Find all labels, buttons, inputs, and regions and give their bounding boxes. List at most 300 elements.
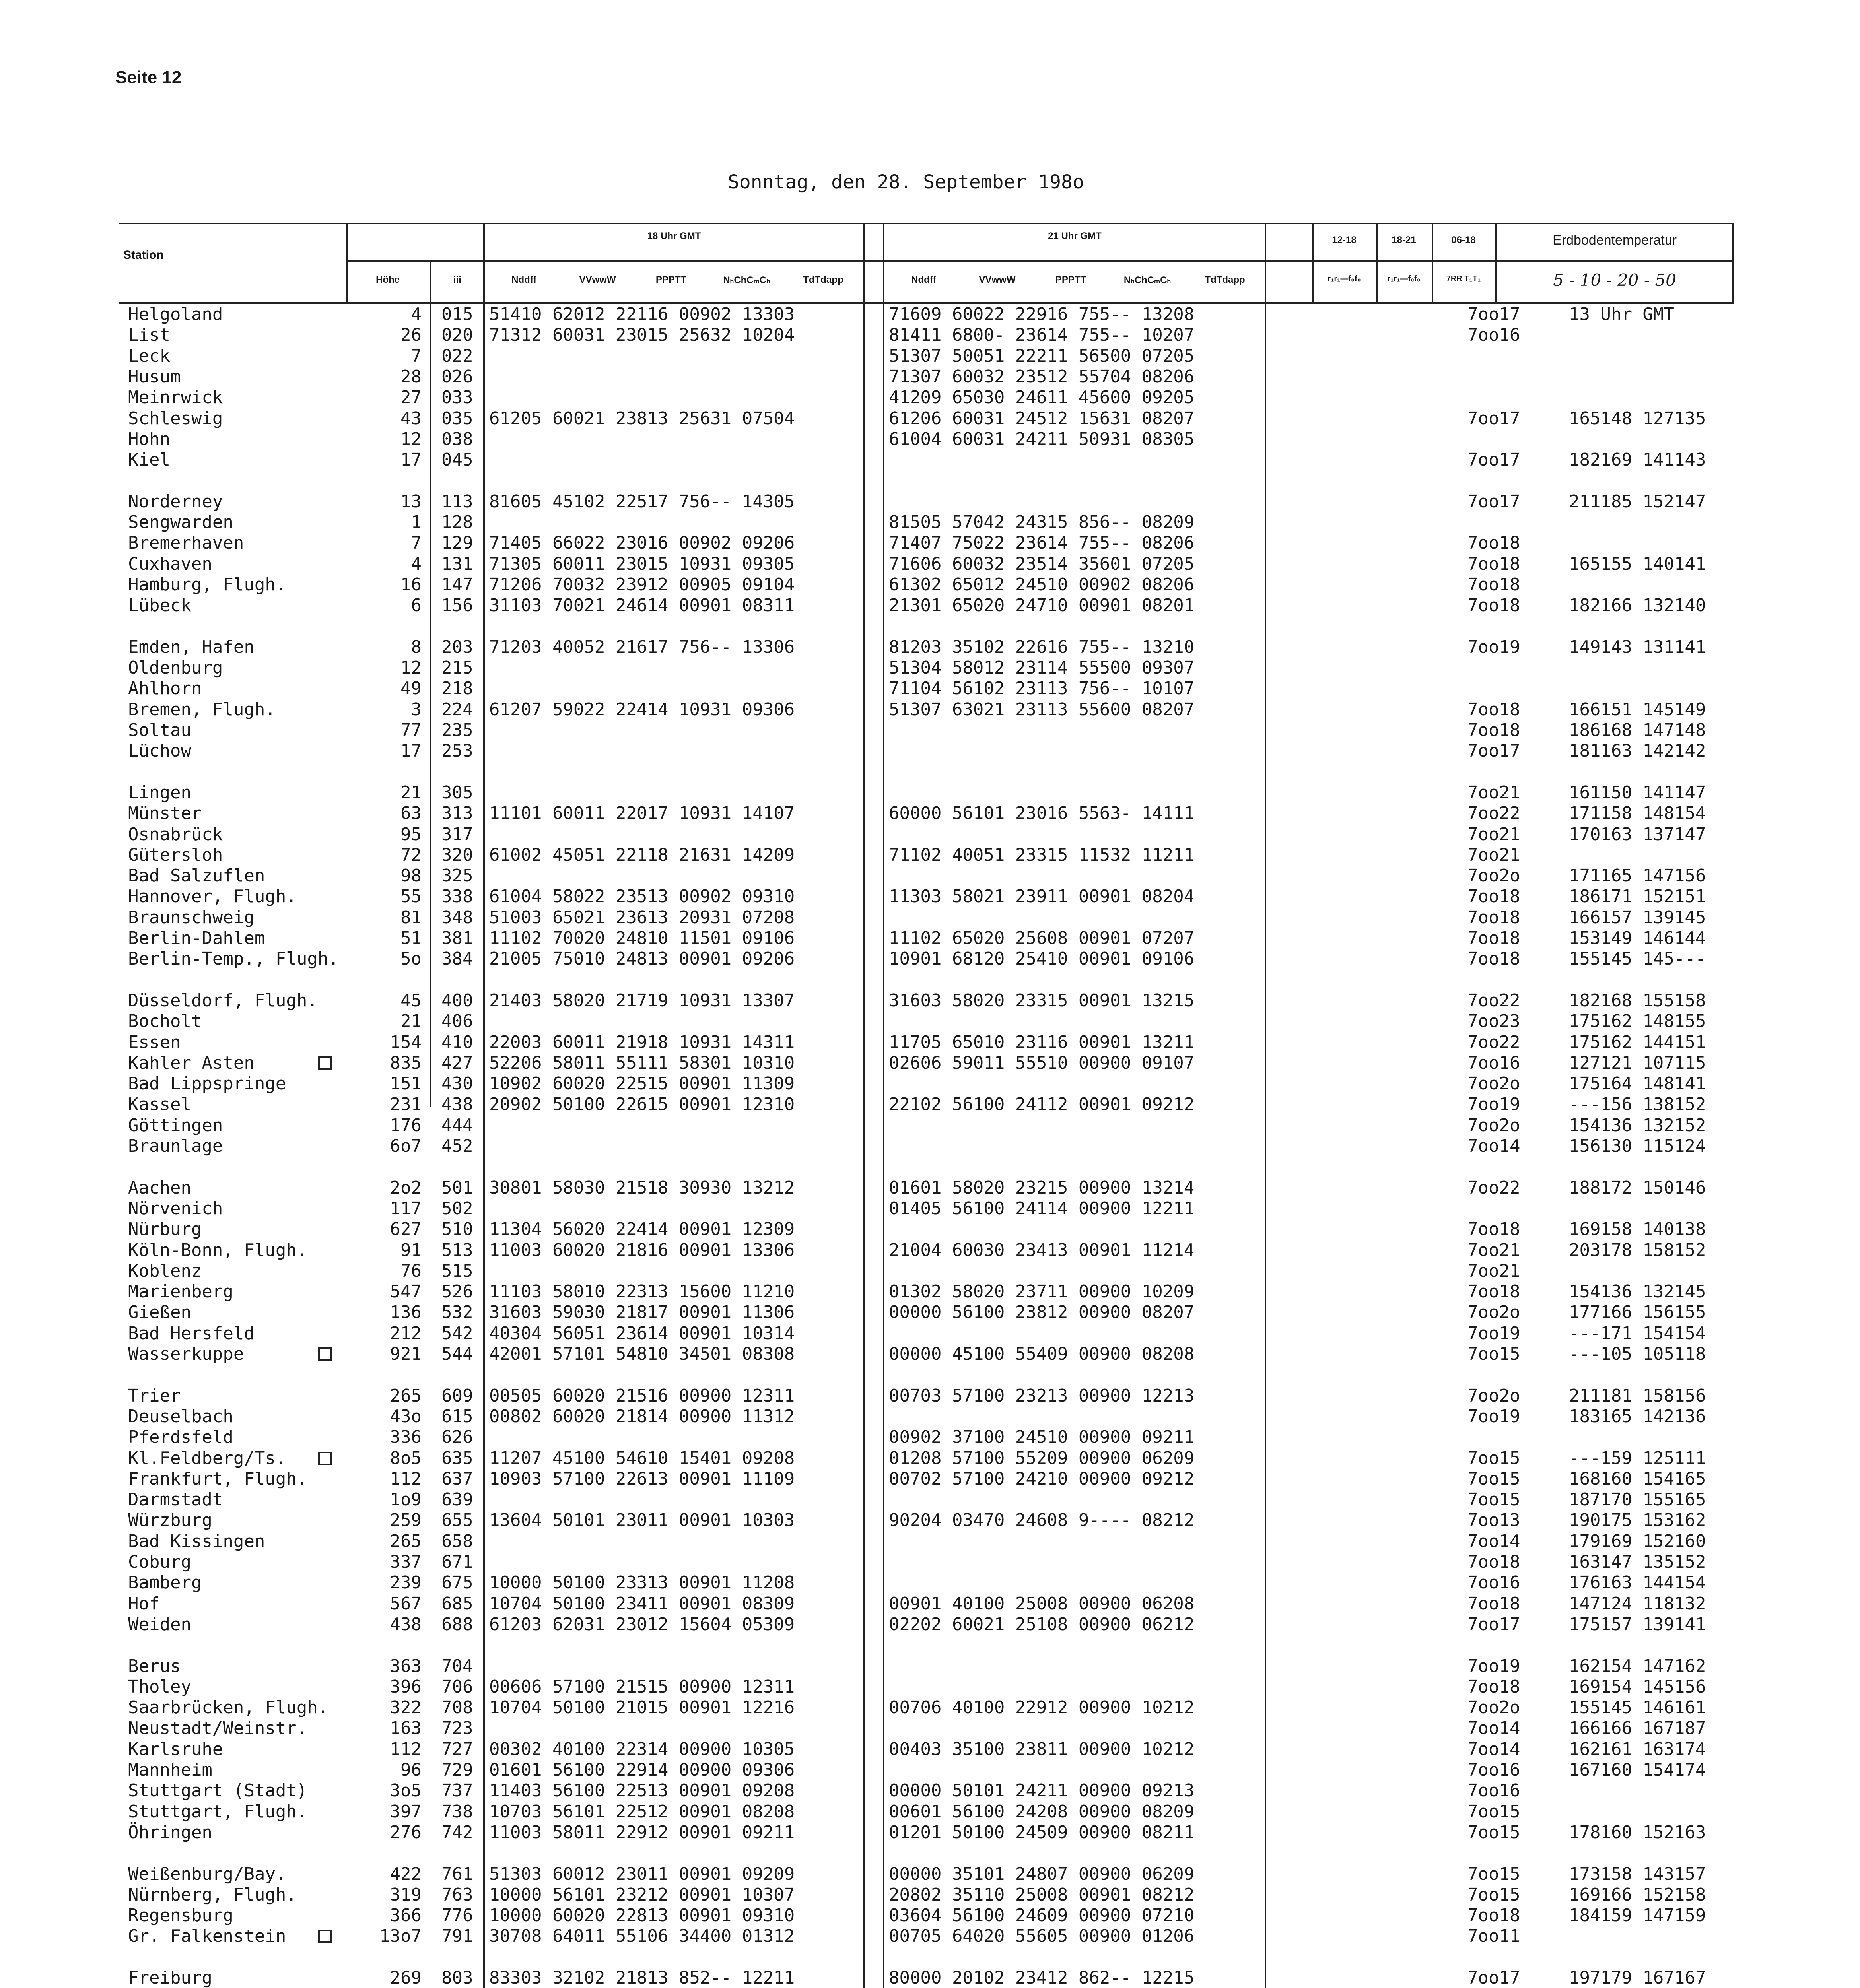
open-square-icon [318, 1452, 332, 1465]
table-row [0, 1885, 1860, 1905]
station-name: Regensburg [128, 1905, 233, 1926]
station-number: 704 [441, 1656, 473, 1676]
station-height: 5o [400, 949, 422, 969]
header-soil-depths: 5 - 10 - 20 - 50 [1553, 270, 1676, 290]
obs-06-18: 7oo14 [1467, 1718, 1520, 1739]
header-period-06-18: 06-18 [1451, 235, 1476, 245]
station-height: 63 [400, 803, 422, 824]
obs-21-gmt: 31603 58020 23315 00901 13215 [889, 990, 1195, 1011]
table-row [0, 1697, 1860, 1718]
station-number: 723 [441, 1718, 473, 1739]
station-number: 515 [441, 1260, 473, 1281]
obs-06-18: 7oo15 [1467, 1448, 1520, 1468]
table-row [0, 450, 1860, 470]
table-row [0, 1864, 1860, 1885]
obs-21-gmt: 01208 57100 55209 00900 06209 [889, 1448, 1195, 1468]
table-row [0, 1323, 1860, 1344]
obs-18-gmt: 10000 56101 23212 00901 10307 [489, 1884, 795, 1905]
table-row [0, 1947, 1860, 1968]
obs-18-gmt: 61205 60021 23813 25631 07504 [489, 408, 795, 429]
station-height: 13o7 [379, 1926, 422, 1947]
table-row [0, 1344, 1860, 1365]
station-number: 015 [441, 304, 473, 324]
station-number: 131 [441, 553, 473, 574]
station-number: 706 [441, 1676, 473, 1697]
header-21-col: NₕChCₘCₕ [1123, 275, 1171, 285]
station-number: 438 [441, 1094, 473, 1115]
table-row [0, 1261, 1860, 1281]
obs-21-gmt: 01405 56100 24114 00900 12211 [889, 1198, 1195, 1219]
table-row [0, 1032, 1860, 1053]
obs-06-18: 7oo16 [1467, 1573, 1520, 1593]
soil-temperature: 153149 146144 [1569, 928, 1706, 948]
obs-18-gmt: 11102 70020 24810 11501 09106 [489, 928, 795, 948]
obs-18-gmt: 83303 32102 21813 852-- 12211 [489, 1968, 795, 1988]
soil-temperature: 182169 141143 [1569, 450, 1706, 470]
station-height: 1 [411, 512, 422, 532]
table-row [0, 803, 1860, 824]
station-height: 112 [390, 1739, 422, 1759]
table-row [0, 554, 1860, 575]
obs-21-gmt: 71104 56102 23113 756-- 10107 [889, 678, 1195, 699]
station-height: 49 [400, 678, 422, 699]
table-row [0, 1115, 1860, 1136]
obs-06-18: 7oo18 [1467, 949, 1520, 969]
soil-temperature: 169166 152158 [1569, 1884, 1706, 1905]
obs-06-18: 7oo22 [1467, 990, 1520, 1011]
obs-06-18: 7oo21 [1467, 1260, 1520, 1281]
obs-06-18: 7oo21 [1467, 845, 1520, 865]
table-row [0, 346, 1860, 367]
obs-06-18: 7oo19 [1467, 637, 1520, 657]
station-name: Göttingen [128, 1115, 223, 1136]
obs-18-gmt: 20902 50100 22615 00901 12310 [489, 1094, 795, 1115]
soil-temperature: 149143 131141 [1569, 637, 1706, 657]
obs-06-18: 7oo2o [1467, 1074, 1520, 1094]
station-height: 8 [411, 637, 422, 657]
obs-06-18: 7oo19 [1467, 1406, 1520, 1427]
station-height: 259 [390, 1510, 422, 1531]
soil-temperature: 211181 158156 [1569, 1385, 1706, 1406]
station-name: Nörvenich [128, 1198, 223, 1219]
station-height: 136 [390, 1302, 422, 1323]
station-name: Neustadt/Weinstr. [128, 1718, 307, 1739]
header-21-col: VVwwW [979, 274, 1016, 285]
table-row [0, 470, 1860, 491]
station-name: Deuselbach [128, 1406, 233, 1427]
table-row [0, 575, 1860, 595]
station-number: 708 [441, 1697, 473, 1718]
station-height: 51 [400, 928, 422, 948]
obs-18-gmt: 00302 40100 22314 00900 10305 [489, 1739, 795, 1759]
station-number: 147 [441, 574, 473, 595]
table-row [0, 866, 1860, 886]
obs-06-18: 7oo17 [1467, 1968, 1520, 1988]
header-sub-18-21: r₁r₁—f₀f₀ [1387, 274, 1421, 283]
obs-21-gmt: 00601 56100 24208 00900 08209 [889, 1801, 1195, 1822]
obs-18-gmt: 61004 58022 23513 00902 09310 [489, 886, 795, 907]
station-height: 397 [390, 1801, 422, 1822]
obs-18-gmt: 21403 58020 21719 10931 13307 [489, 990, 795, 1011]
station-height: 265 [390, 1385, 422, 1406]
page-label: Seite 12 [115, 68, 182, 87]
station-height: 4 [411, 553, 422, 574]
station-number: 427 [441, 1052, 473, 1073]
obs-06-18: 7oo18 [1467, 574, 1520, 595]
obs-18-gmt: 13604 50101 23011 00901 10303 [489, 1510, 795, 1531]
obs-06-18: 7oo23 [1467, 1011, 1520, 1032]
station-name: Bad Salzuflen [128, 866, 265, 886]
station-number: 738 [441, 1801, 473, 1822]
soil-temperature: 175162 148155 [1569, 1011, 1706, 1032]
station-height: 6 [411, 595, 422, 616]
table-row [0, 408, 1860, 429]
table-row [0, 1427, 1860, 1448]
table-row [0, 1531, 1860, 1552]
obs-21-gmt: 90204 03470 24608 9---- 08212 [889, 1510, 1195, 1531]
obs-06-18: 7oo18 [1467, 1281, 1520, 1302]
station-name: Braunschweig [128, 907, 255, 928]
table-row [0, 616, 1860, 637]
obs-21-gmt: 00705 64020 55605 00900 01206 [889, 1926, 1195, 1947]
date-heading: Sonntag, den 28. September 198o [728, 171, 1084, 193]
station-number: 791 [441, 1926, 473, 1947]
obs-21-gmt: 20802 35110 25008 00901 08212 [889, 1884, 1195, 1905]
station-name: Stuttgart (Stadt) [128, 1780, 307, 1801]
station-name: Wasserkuppe [128, 1344, 244, 1364]
station-height: 13 [400, 491, 422, 512]
station-height: 21 [400, 1011, 422, 1032]
obs-21-gmt: 00902 37100 24510 00900 09211 [889, 1427, 1195, 1448]
table-row [0, 782, 1860, 803]
station-name: Lingen [128, 782, 191, 803]
obs-06-18: 7oo15 [1467, 1801, 1520, 1822]
station-name: List [128, 325, 170, 346]
obs-21-gmt: 80000 20102 23412 862-- 12215 [889, 1968, 1195, 1988]
soil-temperature: 156130 115124 [1569, 1136, 1706, 1156]
table-row [0, 1386, 1860, 1406]
table-row [0, 824, 1860, 845]
obs-21-gmt: 60000 56101 23016 5563- 14111 [889, 803, 1195, 824]
station-name: Aachen [128, 1177, 191, 1198]
table-row [0, 741, 1860, 761]
soil-temperature: 190175 153162 [1569, 1510, 1706, 1531]
station-name: Münster [128, 803, 202, 824]
soil-temperature: 166157 139145 [1569, 907, 1706, 928]
station-height: 6o7 [390, 1136, 422, 1156]
station-height: 43o [390, 1406, 422, 1427]
obs-21-gmt: 71102 40051 23315 11532 11211 [889, 845, 1195, 865]
obs-06-18: 7oo15 [1467, 1489, 1520, 1510]
soil-temperature: 163147 135152 [1569, 1552, 1706, 1572]
table-row [0, 886, 1860, 907]
obs-18-gmt: 61207 59022 22414 10931 09306 [489, 699, 795, 720]
table-row [0, 1240, 1860, 1261]
station-height: 96 [400, 1760, 422, 1780]
station-height: 81 [400, 907, 422, 928]
obs-06-18: 7oo17 [1467, 491, 1520, 512]
station-name: Ahlhorn [128, 678, 202, 699]
station-number: 526 [441, 1281, 473, 1302]
soil-temperature: 169158 140138 [1569, 1219, 1706, 1240]
soil-temperature: 155145 146161 [1569, 1697, 1706, 1718]
station-name: Freiburg [128, 1968, 212, 1988]
station-number: 671 [441, 1552, 473, 1572]
station-number: 658 [441, 1531, 473, 1551]
obs-21-gmt: 01601 58020 23215 00900 13214 [889, 1177, 1195, 1198]
obs-21-gmt: 10901 68120 25410 00901 09106 [889, 949, 1195, 969]
open-square-icon [318, 1056, 332, 1070]
table-row [0, 1302, 1860, 1323]
station-height: 322 [390, 1697, 422, 1718]
station-number: 532 [441, 1302, 473, 1323]
station-height: 212 [390, 1323, 422, 1343]
obs-18-gmt: 11103 58010 22313 15600 11210 [489, 1281, 795, 1302]
station-name: Soltau [128, 720, 191, 740]
station-number: 338 [441, 886, 473, 907]
header-iii: iii [453, 274, 461, 285]
soil-temperature: 166166 167187 [1569, 1718, 1706, 1739]
station-height: 21 [400, 782, 422, 803]
obs-21-gmt: 00703 57100 23213 00900 12213 [889, 1385, 1195, 1406]
station-height: 337 [390, 1552, 422, 1572]
station-number: 626 [441, 1427, 473, 1448]
station-number: 737 [441, 1780, 473, 1801]
station-height: 12 [400, 429, 422, 449]
station-number: 410 [441, 1032, 473, 1052]
obs-21-gmt: 21301 65020 24710 00901 08201 [889, 595, 1195, 616]
station-name: Braunlage [128, 1136, 223, 1156]
header-21-col: TdTdapp [1205, 274, 1245, 285]
table-row [0, 1198, 1860, 1219]
station-name: Lübeck [128, 595, 191, 616]
obs-18-gmt: 00606 57100 21515 00900 12311 [489, 1676, 795, 1697]
table-row [0, 1802, 1860, 1822]
station-height: 163 [390, 1718, 422, 1739]
table-row [0, 1905, 1860, 1926]
obs-06-18: 7oo18 [1467, 553, 1520, 574]
station-height: 112 [390, 1468, 422, 1489]
obs-21-gmt: 00706 40100 22912 00900 10212 [889, 1697, 1195, 1718]
table-row [0, 1677, 1860, 1697]
obs-21-gmt: 71307 60032 23512 55704 08206 [889, 366, 1195, 387]
obs-06-18: 7oo2o [1467, 1697, 1520, 1718]
station-name: Berlin-Temp., Flugh. [128, 949, 339, 969]
station-height: 16 [400, 574, 422, 595]
station-name: Kl.Feldberg/Ts. [128, 1448, 286, 1468]
station-name: Coburg [128, 1552, 191, 1572]
station-number: 655 [441, 1510, 473, 1531]
soil-temperature: 182168 155158 [1569, 990, 1706, 1011]
header-sub-06-18: 7RR T₁T₁ [1446, 274, 1481, 283]
station-name: Lüchow [128, 741, 191, 761]
soil-temperature: 186171 152151 [1569, 886, 1706, 907]
soil-temperature: 13 Uhr GMT [1569, 304, 1674, 324]
soil-temperature: 175157 139141 [1569, 1614, 1706, 1635]
obs-21-gmt: 51304 58012 23114 55500 09307 [889, 658, 1195, 678]
obs-18-gmt: 30801 58030 21518 30930 13212 [489, 1177, 795, 1198]
header-18-col: PPPTT [655, 274, 687, 285]
obs-06-18: 7oo15 [1467, 1822, 1520, 1842]
station-number: 452 [441, 1136, 473, 1156]
station-number: 675 [441, 1573, 473, 1593]
table-row [0, 533, 1860, 553]
soil-temperature: 211185 152147 [1569, 491, 1706, 512]
obs-18-gmt: 10704 50100 21015 00901 12216 [489, 1697, 795, 1718]
soil-temperature: 165155 140141 [1569, 553, 1706, 574]
obs-06-18: 7oo11 [1467, 1926, 1520, 1947]
station-name: Trier [128, 1385, 181, 1406]
obs-06-18: 7oo22 [1467, 1177, 1520, 1198]
obs-21-gmt: 11102 65020 25608 00901 07207 [889, 928, 1195, 948]
table-row [0, 637, 1860, 658]
table-row [0, 949, 1860, 969]
obs-06-18: 7oo17 [1467, 304, 1520, 324]
table-row [0, 429, 1860, 450]
obs-06-18: 7oo18 [1467, 1593, 1520, 1614]
station-number: 020 [441, 325, 473, 346]
obs-06-18: 7oo18 [1467, 720, 1520, 740]
obs-18-gmt: 51410 62012 22116 00902 13303 [489, 304, 795, 324]
station-height: 547 [390, 1281, 422, 1302]
obs-18-gmt: 31603 59030 21817 00901 11306 [489, 1302, 795, 1323]
soil-temperature: 155145 145--- [1569, 949, 1706, 969]
station-name: Meinrwick [128, 387, 223, 408]
station-number: 609 [441, 1385, 473, 1406]
obs-18-gmt: 71206 70032 23912 00905 09104 [489, 574, 795, 595]
table-row [0, 1968, 1860, 1988]
obs-18-gmt: 11003 58011 22912 00901 09211 [489, 1822, 795, 1842]
obs-06-18: 7oo18 [1467, 595, 1520, 616]
station-number: 325 [441, 866, 473, 886]
table-row [0, 1739, 1860, 1760]
station-height: 26 [400, 325, 422, 346]
table-row [0, 1718, 1860, 1739]
table-row [0, 1011, 1860, 1032]
station-number: 381 [441, 928, 473, 948]
obs-06-18: 7oo14 [1467, 1531, 1520, 1551]
table-row [0, 678, 1860, 699]
header-18-col: NₕChCₘCₕ [723, 275, 770, 285]
station-number: 635 [441, 1448, 473, 1468]
station-name: Husum [128, 366, 181, 387]
obs-21-gmt: 81411 6800- 23614 755-- 10207 [889, 325, 1195, 346]
table-row [0, 1074, 1860, 1094]
obs-06-18: 7oo19 [1467, 1094, 1520, 1115]
station-height: 319 [390, 1884, 422, 1905]
soil-temperature: 171165 147156 [1569, 866, 1706, 886]
header-sub-12-18: r₁r₁—f₀f₀ [1327, 274, 1361, 283]
table-row [0, 1178, 1860, 1198]
station-name: Stuttgart, Flugh. [128, 1801, 307, 1822]
station-number: 430 [441, 1074, 473, 1094]
obs-21-gmt: 21004 60030 23413 00901 11214 [889, 1240, 1195, 1260]
station-name: Helgoland [128, 304, 223, 324]
table-row [0, 699, 1860, 720]
obs-06-18: 7oo17 [1467, 408, 1520, 429]
station-name: Leck [128, 346, 170, 366]
station-name: Tholey [128, 1676, 191, 1697]
obs-06-18: 7oo19 [1467, 1656, 1520, 1676]
obs-18-gmt: 10000 50100 23313 00901 11208 [489, 1573, 795, 1593]
soil-temperature: 147124 118132 [1569, 1593, 1706, 1614]
station-height: 231 [390, 1094, 422, 1115]
obs-21-gmt: 00403 35100 23811 00900 10212 [889, 1739, 1195, 1759]
obs-06-18: 7oo18 [1467, 886, 1520, 907]
station-height: 239 [390, 1573, 422, 1593]
table-row [0, 1365, 1860, 1385]
obs-21-gmt: 61302 65012 24510 00902 08206 [889, 574, 1195, 595]
obs-21-gmt: 00000 56100 23812 00900 08207 [889, 1302, 1195, 1323]
station-number: 501 [441, 1177, 473, 1198]
station-height: 117 [390, 1198, 422, 1219]
table-row [0, 1822, 1860, 1843]
table-row [0, 1094, 1860, 1115]
station-number: 113 [441, 491, 473, 512]
station-number: 253 [441, 741, 473, 761]
station-number: 317 [441, 824, 473, 845]
station-name: Öhringen [128, 1822, 212, 1842]
soil-temperature: 188172 150146 [1569, 1177, 1706, 1198]
table-row [0, 512, 1860, 533]
station-number: 033 [441, 387, 473, 408]
station-name: Kahler Asten [128, 1052, 255, 1073]
table-row [0, 1469, 1860, 1489]
table-row [0, 1510, 1860, 1531]
station-name: Weiden [128, 1614, 191, 1635]
table-row [0, 907, 1860, 928]
station-number: 727 [441, 1739, 473, 1759]
table-row [0, 720, 1860, 741]
obs-21-gmt: 11303 58021 23911 00901 08204 [889, 886, 1195, 907]
station-number: 761 [441, 1864, 473, 1884]
obs-06-18: 7oo2o [1467, 1115, 1520, 1136]
soil-temperature: 187170 155165 [1569, 1489, 1706, 1510]
obs-06-18: 7oo18 [1467, 907, 1520, 928]
obs-06-18: 7oo15 [1467, 1864, 1520, 1884]
obs-18-gmt: 30708 64011 55106 34400 01312 [489, 1926, 795, 1947]
station-name: Würzburg [128, 1510, 212, 1531]
soil-temperature: 171158 148154 [1569, 803, 1706, 824]
station-number: 510 [441, 1219, 473, 1240]
table-row [0, 1573, 1860, 1593]
soil-temperature: 197179 167167 [1569, 1968, 1706, 1988]
station-name: Osnabrück [128, 824, 223, 845]
table-row [0, 928, 1860, 949]
table-row [0, 1489, 1860, 1510]
obs-18-gmt: 52206 58011 55111 58301 10310 [489, 1052, 795, 1073]
obs-06-18: 7oo17 [1467, 741, 1520, 761]
station-number: 688 [441, 1614, 473, 1635]
obs-21-gmt: 00901 40100 25008 00900 06208 [889, 1593, 1195, 1614]
header-18-gmt: 18 Uhr GMT [647, 231, 701, 241]
header-period-18-21: 18-21 [1392, 235, 1416, 245]
obs-06-18: 7oo21 [1467, 782, 1520, 803]
obs-21-gmt: 03604 56100 24609 00900 07210 [889, 1905, 1195, 1926]
soil-temperature: 186168 147148 [1569, 720, 1706, 740]
obs-18-gmt: 51303 60012 23011 00901 09209 [489, 1864, 795, 1884]
soil-temperature: 162161 163174 [1569, 1739, 1706, 1759]
station-height: 265 [390, 1531, 422, 1551]
station-height: 28 [400, 366, 422, 387]
station-height: 363 [390, 1656, 422, 1676]
soil-temperature: ---159 125111 [1569, 1448, 1706, 1468]
station-height: 567 [390, 1593, 422, 1614]
station-name: Karlsruhe [128, 1739, 223, 1759]
soil-temperature: 161150 141147 [1569, 782, 1706, 803]
obs-18-gmt: 11207 45100 54610 15401 09208 [489, 1448, 795, 1468]
soil-temperature: 182166 132140 [1569, 595, 1706, 616]
